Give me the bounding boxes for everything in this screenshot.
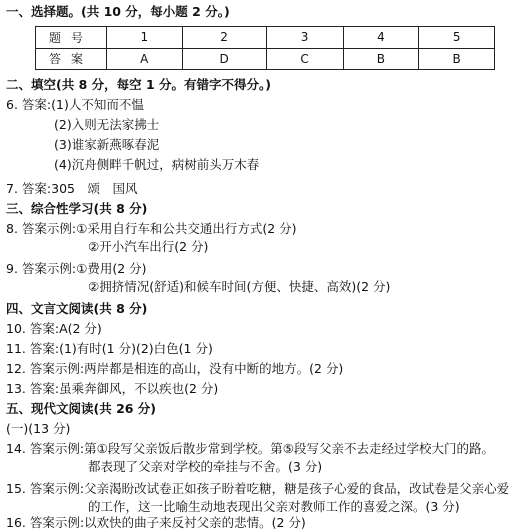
answer-cell: C bbox=[266, 48, 343, 70]
section-heading: 四、文言文阅读(共 8 分) bbox=[6, 301, 148, 316]
answer-line: ②开小汽车出行(2 分) bbox=[88, 239, 209, 254]
question-number-cell: 4 bbox=[343, 27, 419, 49]
question-number-row bbox=[36, 27, 495, 49]
section-heading: 一、选择题。(共 10 分，每小题 2 分。) bbox=[6, 4, 230, 19]
answer-line: (4)沉舟侧畔千帆过，病树前头万木春 bbox=[54, 157, 260, 172]
answer-line: 7. 答案:305 颂 国风 bbox=[6, 181, 138, 196]
question-number-cell: 1 bbox=[107, 27, 183, 49]
answer-line: 9. 答案示例:①费用(2 分) bbox=[6, 261, 147, 276]
section-heading: 五、现代文阅读(共 26 分) bbox=[6, 401, 157, 416]
answer-line: (一)(13 分) bbox=[6, 421, 71, 436]
answer-line: 10. 答案:A(2 分) bbox=[6, 321, 102, 336]
question-number-header: 题号 bbox=[36, 27, 107, 49]
answer-line: 6. 答案:(1)人不知而不愠 bbox=[6, 97, 144, 112]
answer-cell: A bbox=[107, 48, 183, 70]
choice-answer-table bbox=[35, 26, 495, 70]
answer-line: 11. 答案:(1)有时(1 分)(2)白色(1 分) bbox=[6, 341, 213, 356]
answer-line: 都表现了父亲对学校的牵挂与不舍。(3 分) bbox=[88, 459, 323, 474]
question-number-cell: 3 bbox=[266, 27, 343, 49]
section-heading: 二、填空(共 8 分，每空 1 分。有错字不得分。) bbox=[6, 77, 271, 92]
question-number-cell: 5 bbox=[419, 27, 495, 49]
answer-line: (3)谁家新燕啄春泥 bbox=[54, 137, 160, 152]
answer-line: 15. 答案示例:父亲渴盼改试卷正如孩子盼着吃糖，糖是孩子心爱的食品，改试卷是父亲心爱 bbox=[6, 481, 509, 496]
section-heading: 三、综合性学习(共 8 分) bbox=[6, 201, 148, 216]
answer-line: 14. 答案示例:第①段写父亲饭后散步常到学校。第⑤段写父亲不去走经过学校大门的路。 bbox=[6, 441, 494, 456]
answer-cell: D bbox=[182, 48, 266, 70]
answer-line: (2)入则无法家拂士 bbox=[54, 117, 160, 132]
question-number-cell: 2 bbox=[182, 27, 266, 49]
answer-line: 12. 答案示例:两岸都是相连的高山，没有中断的地方。(2 分) bbox=[6, 361, 344, 376]
answer-line: 13. 答案:虽乘奔御风，不以疾也(2 分) bbox=[6, 381, 219, 396]
answer-line: ②拥挤情况(舒适)和候车时间(方便、快捷、高效)(2 分) bbox=[88, 279, 391, 294]
answer-line: 的工作，这一比喻生动地表现出父亲对教师工作的喜爱之深。(3 分) bbox=[88, 499, 460, 514]
answer-line: 8. 答案示例:①采用自行车和公共交通出行方式(2 分) bbox=[6, 221, 297, 236]
answer-header: 答案 bbox=[36, 48, 107, 70]
answer-line: 16. 答案示例:以欢快的曲子来反衬父亲的悲情。(2 分) bbox=[6, 515, 306, 530]
answer-row bbox=[36, 48, 495, 70]
answer-cell: B bbox=[343, 48, 419, 70]
answer-cell: B bbox=[419, 48, 495, 70]
